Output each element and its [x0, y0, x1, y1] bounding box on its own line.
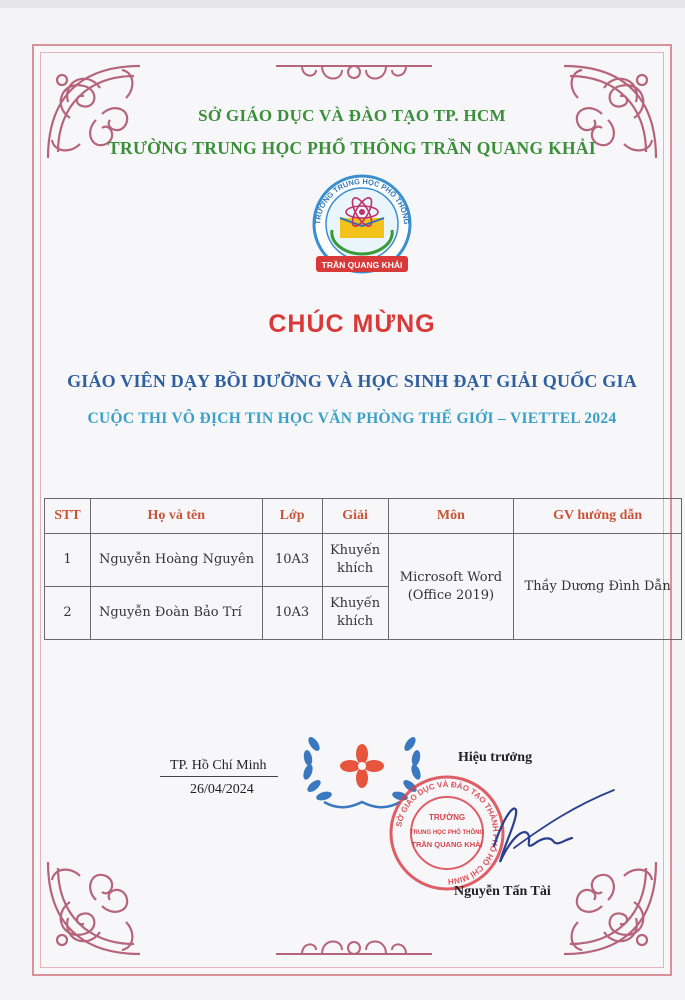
school-logo-icon [306, 170, 418, 282]
ornament-top-icon [272, 52, 436, 88]
flower-icon [340, 744, 384, 788]
department-name: SỞ GIÁO DỤC VÀ ĐÀO TẠO TP. HCM [198, 106, 506, 125]
subtitle-award: GIÁO VIÊN DẠY BỒI DƯỠNG VÀ HỌC SINH ĐẠT GIẢI QUỐC GIA [67, 371, 637, 391]
cell-name: Nguyễn Đoàn Bảo Trí [90, 587, 262, 640]
cell-stt: 2 [45, 587, 91, 640]
cell-prize: Khuyến khích [322, 587, 388, 640]
stamp-ring-text: SỞ GIÁO DỤC VÀ ĐÀO TẠO THÀNH PHỐ HỒ CHÍ MINH [394, 779, 501, 887]
table-row [45, 534, 682, 587]
col-header-class: Lớp [262, 499, 322, 534]
certificate [32, 44, 672, 976]
cell-subject: Microsoft Word (Office 2019) [388, 534, 514, 640]
signature-icon [454, 776, 624, 876]
date-label: 26/04/2024 [190, 782, 254, 797]
subtitle-contest: CUỘC THI VÔ ĐỊCH TIN HỌC VĂN PHÒNG THẾ GIỚI – VIETTEL 2024 [87, 410, 617, 427]
ornament-bottom-icon [272, 932, 436, 968]
cell-class: 10A3 [262, 587, 322, 640]
top-strip [0, 0, 685, 8]
stamp-line-3: TRẦN QUANG KHẢI [411, 840, 483, 849]
logo-ring-text: TRƯỜNG TRUNG HỌC PHỔ THÔNG [312, 176, 412, 225]
stamp-line-1: TRƯỜNG [428, 813, 466, 822]
col-header-teacher: GV hướng dẫn [514, 499, 682, 534]
col-header-name: Họ và tên [90, 499, 262, 534]
ornament-corner-icon [40, 854, 148, 962]
cell-class: 10A3 [262, 534, 322, 587]
cell-prize: Khuyến khích [322, 534, 388, 587]
table-header-row [45, 499, 682, 534]
cell-name: Nguyễn Hoàng Nguyên [90, 534, 262, 587]
awards-table [44, 498, 682, 640]
col-header-subject: Môn [388, 499, 514, 534]
col-header-prize: Giải [322, 499, 388, 534]
stamp-line-2: TRUNG HỌC PHỔ THÔNG [409, 830, 485, 836]
date-divider [160, 776, 278, 777]
place-label: TP. Hồ Chí Minh [170, 758, 267, 773]
principal-title: Hiệu trưởng [458, 750, 533, 765]
school-name: TRƯỜNG TRUNG HỌC PHỔ THÔNG TRẦN QUANG KHẢI [108, 138, 596, 158]
principal-name: Nguyễn Tấn Tài [454, 884, 551, 899]
cell-stt: 1 [45, 534, 91, 587]
logo-banner-text: TRẦN QUANG KHẢI [321, 260, 403, 270]
page-title: CHÚC MỪNG [268, 310, 436, 338]
col-header-stt: STT [45, 499, 91, 534]
cell-teacher: Thầy Dương Đình Dẫn [514, 534, 682, 640]
